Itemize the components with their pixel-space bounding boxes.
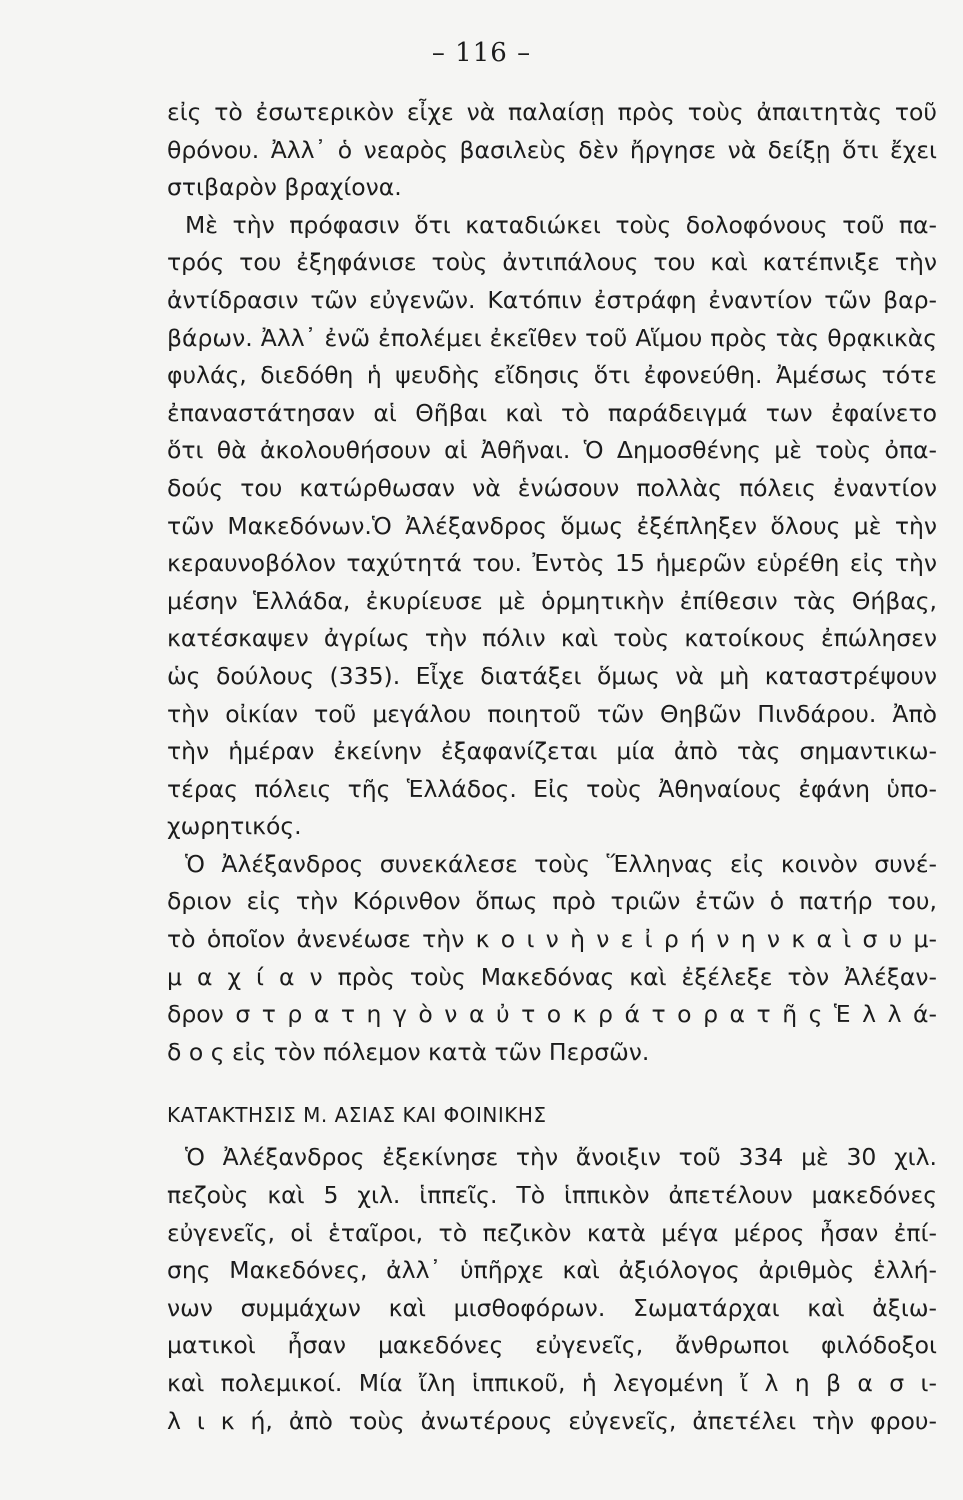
text-line: ἀντίδρασιν τῶν εὐγενῶν. Κατόπιν ἐστράφη ἐναντίον τῶν βαρ- [167,285,937,314]
text-line: τρός του ἐξηφάνισε τοὺς ἀντιπάλους του καὶ κατέπνιξε τὴν [167,248,937,277]
text-line: τέρας πόλεις τῆς Ἑλλάδος. Εἰς τοὺς Ἀθηναίους ἐφάνη ὑπο- [167,774,937,803]
text-line: τὸ ὁποῖον ἀνενέωσε τὴν κ ο ι ν ὴ ν ε ἰ ρ ή ν η ν κ α ὶ σ υ μ- [167,925,937,954]
body-text [167,94,937,1440]
text-line: ὡς δούλους (335). Εἶχε διατάξει ὅμως νὰ μὴ καταστρέψουν [167,661,937,690]
text-line: κατέσκαψεν ἀγρίως τὴν πόλιν καὶ τοὺς κατοίκους ἐπώλησεν [167,624,937,653]
text-line: ματικοὶ ἦσαν μακεδόνες εὐγενεῖς, ἄνθρωποι φιλόδοξοι [167,1331,937,1360]
section-gap [167,1071,937,1095]
text-line: Ὁ Ἀλέξανδρος συνεκάλεσε τοὺς Ἕλληνας εἰς κοινὸν συνέ- [185,849,937,878]
text-line: μέσην Ἑλλάδα, ἐκυρίευσε μὲ ὁρμητικὴν ἐπίθεσιν τὰς Θήβας, [167,586,937,615]
text-line: καὶ πολεμικοί. Μία ἴλη ἱππικοῦ, ἡ λεγομένη ἴ λ η β α σ ι- [167,1369,937,1397]
text-line: δούς του κατώρθωσαν νὰ ἑνώσουν πολλὰς πόλεις ἐναντίον [167,473,937,502]
text-line: μ α χ ί α ν πρὸς τοὺς Μακεδόνας καὶ ἐξέλεξε τὸν Ἀλέξαν- [167,962,937,991]
text-line: Ὁ Ἀλέξανδρος ἐξεκίνησε τὴν ἄνοιξιν τοῦ 334 μὲ 30 χιλ. [185,1143,937,1172]
text-line: πεζοὺς καὶ 5 χιλ. ἱππεῖς. Τὸ ἱππικὸν ἀπετέλουν μακεδόνες [167,1181,937,1210]
text-line: κεραυνοβόλον ταχύτητά του. Ἐντὸς 15 ἡμερῶν εὑρέθη εἰς τὴν [167,549,937,578]
text-line: βάρων. Ἀλλ᾽ ἐνῶ ἐπολέμει ἐκεῖθεν τοῦ Αἵμου πρὸς τὰς θρᾳκικὰς [167,323,937,352]
text-line: Μὲ τὴν πρόφασιν ὅτι καταδιώκει τοὺς δολοφόνους τοῦ πα- [185,210,937,239]
text-line: φυλάς, διεδόθη ἡ ψευδὴς εἴδησις ὅτι ἐφονεύθη. Ἀμέσως τότε [167,361,937,390]
text-line: τὴν ἡμέραν ἐκείνην ἐξαφανίζεται μία ἀπὸ τὰς σημαντικω- [167,737,937,766]
text-line: στιβαρὸν βραχίονα. [167,173,402,202]
page-number: – 116 – [431,38,532,68]
text-line: εἰς τὸ ἐσωτερικὸν εἶχε νὰ παλαίσῃ πρὸς τοὺς ἀπαιτητὰς τοῦ [167,98,937,126]
text-line: δ ο ς εἰς τὸν πόλεμον κατὰ τῶν Περσῶν. [167,1037,650,1066]
text-line: θρόνου. Ἀλλ᾽ ὁ νεαρὸς βασιλεὺς δὲν ἤργησε νὰ δείξῃ ὅτι ἔχει [167,135,937,164]
text-line: λ ι κ ή, ἀπὸ τοὺς ἀνωτέρους εὐγενεῖς, ἀπετέλει τὴν φρου- [167,1406,937,1435]
text-line: χωρητικός. [167,812,302,841]
text-line: εὐγενεῖς, οἱ ἑταῖροι, τὸ πεζικὸν κατὰ μέγα μέρος ἦσαν ἐπί- [167,1218,937,1247]
text-line: δριον εἰς τὴν Κόρινθον ὅπως πρὸ τριῶν ἐτῶν ὁ πατήρ του, [167,887,937,916]
text-line: σης Μακεδόνες, ἀλλ᾽ ὑπῆρχε καὶ ἀξιόλογος ἀριθμὸς ἑλλή- [167,1256,937,1285]
text-line: ὅτι θὰ ἀκολουθήσουν αἱ Ἀθῆναι. Ὁ Δημοσθένης μὲ τοὺς ὀπα- [167,436,937,465]
text-line: τὴν οἰκίαν τοῦ μεγάλου ποιητοῦ τῶν Θηβῶν Πινδάρου. Ἀπὸ [167,699,937,728]
text-line: ἐπαναστάτησαν αἱ Θῆβαι καὶ τὸ παράδειγμά των ἐφαίνετο [167,398,937,427]
text-line: τῶν Μακεδόνων.Ὁ Ἀλέξανδρος ὅμως ἐξέπληξεν ὅλους μὲ τὴν [167,511,937,540]
section-heading: ΚΑΤΑΚΤΗΣΙΣ Μ. ΑΣΙΑΣ ΚΑΙ ΦΟΙΝΙΚΗΣ [167,1103,547,1128]
text-line: δρον σ τ ρ α τ η γ ὸ ν α ὐ τ ο κ ρ ά τ ο ρ α τ ῆ ς Ἑ λ λ ά- [167,1000,937,1029]
text-line: νων συμμάχων καὶ μισθοφόρων. Σωματάρχαι καὶ ἀξιω- [167,1293,937,1322]
